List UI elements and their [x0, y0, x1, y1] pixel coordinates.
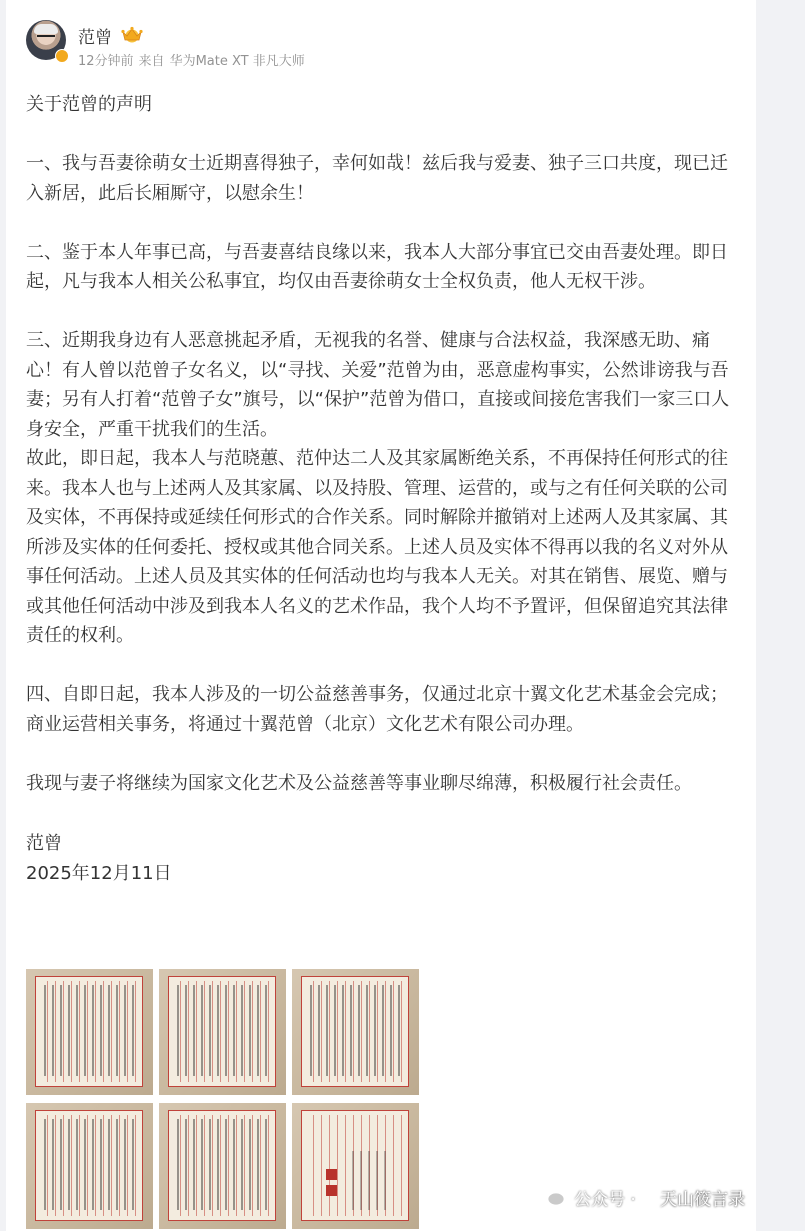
photo-thumbnail[interactable]: [159, 969, 286, 1095]
post-date: 2025年12月11日: [26, 862, 172, 884]
crown-icon[interactable]: [120, 25, 144, 43]
photo-thumbnail[interactable]: [292, 969, 419, 1095]
device-source[interactable]: 华为Mate XT 非凡大师: [169, 54, 305, 69]
weibo-post-card: [6, 0, 756, 1231]
photo-thumbnail[interactable]: [292, 1103, 419, 1229]
photo-thumbnail[interactable]: [26, 969, 153, 1095]
watermark-label: 公众号 ·: [574, 1190, 636, 1210]
watermark-account: 天山筱言录: [660, 1190, 745, 1210]
source-prefix: 来自: [138, 54, 165, 69]
post-paragraph-3: 三、近期我身边有人恶意挑起矛盾，无视我的名誉、健康与合法权益，我深感无助、痛心！有人曾以范曾子女名义，以“寻找、关爱”范曾为由，恶意虚构事实，公然诽谤我与吾妻；另有人打着“范曾子女”旗号，以“保护”范曾为借口，直接或间接危害我们一家三口人身安全，严重干扰我们的生活。: [26, 330, 730, 440]
post-header: [26, 16, 726, 69]
photo-thumbnail[interactable]: [26, 1103, 153, 1229]
post-paragraph-4: 故此，即日起，我本人与范晓蕙、范仲达二人及其家属断绝关系，不再保持任何形式的往来。我本人也与上述两人及其家属、以及持股、管理、运营的，或与之有任何关联的公司及实体，不再保持或延续任何形式的合作关系。同时解除并撤销对上述两人及其家属、其所涉及实体的任何委托、授权或其他合同关系。上述人员及实体不得再以我的名义对外从事任何活动。上述人员及其实体的任何活动也均与我本人无关。对其在销售、展览、赠与或其他任何活动中涉及到我本人名义的艺术作品，我个人均不予置评，但保留追究其法律责任的权利。: [26, 448, 728, 646]
author-name[interactable]: 范曾: [78, 28, 112, 48]
post-signature: 范曾: [26, 833, 62, 854]
seal-stamp: [326, 1185, 337, 1196]
post-title: 关于范曾的声明: [26, 94, 152, 115]
post-paragraph-6: 我现与妻子将继续为国家文化艺术及公益慈善等事业聊尽绵薄，积极履行社会责任。: [26, 772, 692, 794]
photo-thumbnail[interactable]: [159, 1103, 286, 1229]
post-paragraph-2: 二、鉴于本人年事已高，与吾妻喜结良缘以来，我本人大部分事宜已交由吾妻处理。即日起，凡与我本人相关公私事宜，均仅由吾妻徐萌女士全权负责，他人无权干涉。: [26, 241, 728, 292]
post-meta: [78, 50, 310, 69]
scrollbar[interactable]: [790, 0, 805, 1231]
post-paragraph-5: 四、自即日起，我本人涉及的一切公益慈善事务，仅通过北京十翼文化艺术基金会完成；商业运营相关事务，将通过十翼范曾（北京）文化艺术有限公司办理。: [26, 684, 728, 735]
post-paragraph-1: 一、我与吾妻徐萌女士近期喜得独子，幸何如哉！兹后我与爱妻、独子三口共度，现已迁入新居，此后长厢厮守，以慰余生！: [26, 153, 728, 204]
seal-stamp: [326, 1169, 337, 1180]
verified-badge-icon: [55, 49, 69, 63]
wechat-watermark: [538, 1182, 798, 1212]
post-body: [26, 90, 738, 888]
post-time[interactable]: 12分钟前: [78, 54, 134, 69]
wechat-icon: [538, 1185, 566, 1207]
